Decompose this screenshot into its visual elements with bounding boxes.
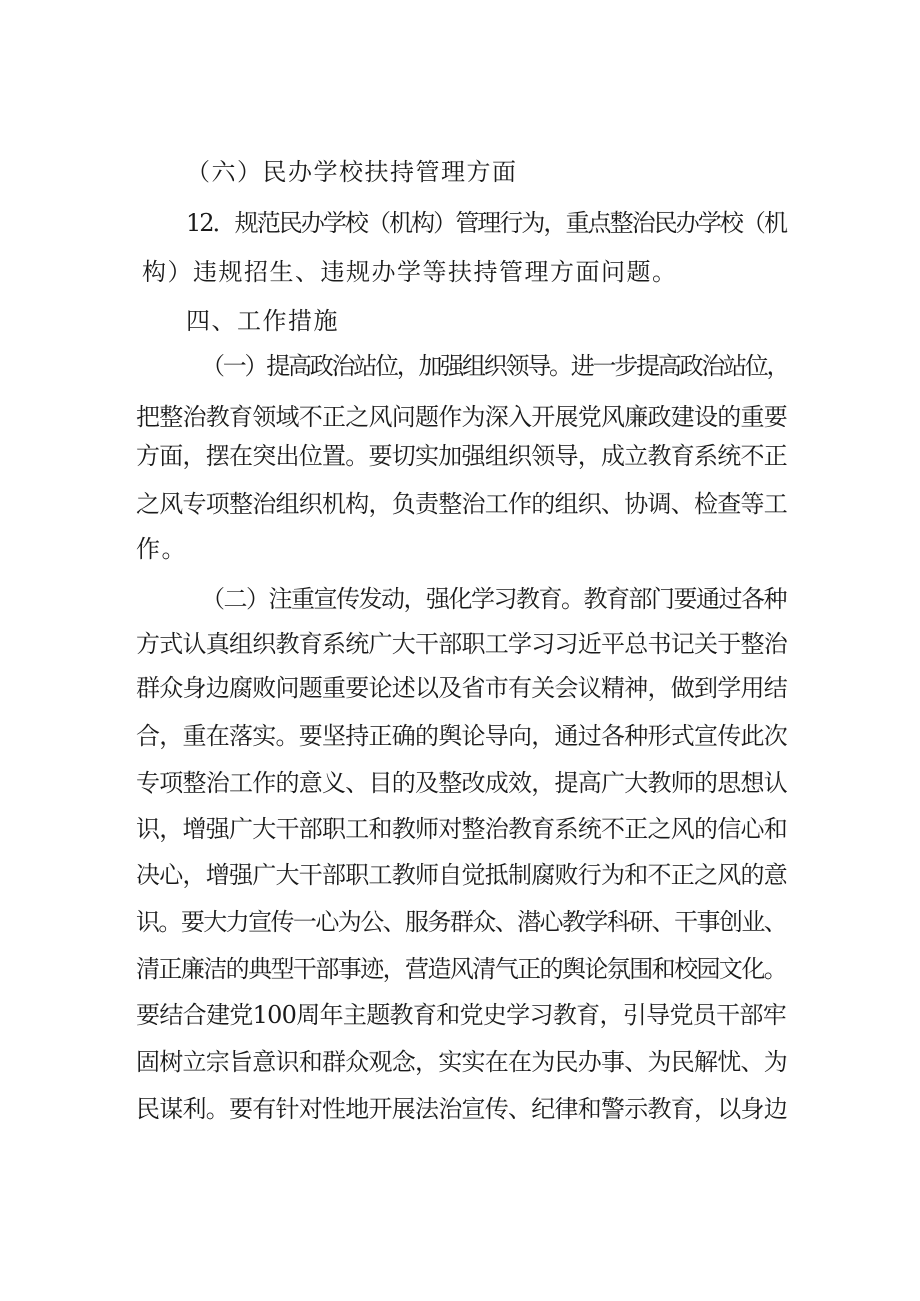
paragraph-line: 合，重在落实。要坚持正确的舆论导向，通过各种形式宣传此次	[136, 722, 787, 750]
paragraph-line: 民谋利。要有针对性地开展法治宣传、纪律和警示教育，以身边	[136, 1095, 787, 1123]
paragraph-line: 决心，增强广大干部职工教师自觉抵制腐败行为和不正之风的意	[136, 861, 787, 889]
paragraph-line: 之风专项整治组织机构，负责整治工作的组织、协调、检查等工	[136, 490, 787, 518]
paragraph-line: 清正廉洁的典型干部事迹，营造风清气正的舆论氛围和校园文化。	[136, 955, 786, 983]
paragraph-line: 固树立宗旨意识和群众观念，实实在在为民办事、为民解忧、为	[136, 1048, 787, 1076]
paragraph-line: 12．规范民办学校（机构）管理行为，重点整治民办学校（机	[186, 209, 786, 237]
paragraph-line: 方面，摆在突出位置。要切实加强组织领导，成立教育系统不正	[136, 442, 787, 470]
section-heading-private-schools: （六）民办学校扶持管理方面	[186, 158, 518, 186]
section-heading-work-measures: 四、工作措施	[186, 307, 339, 335]
paragraph-line: 群众身边腐败问题重要论述以及省市有关会议精神，做到学用结	[136, 674, 787, 702]
paragraph-line: 作。	[136, 535, 187, 563]
paragraph-line: 构）违规招生、违规办学等扶持管理方面问题。	[142, 258, 678, 286]
paragraph-line: 识。要大力宣传一心为公、服务群众、潜心教学科研、干事创业、	[136, 908, 786, 936]
paragraph-line: （一）提高政治站位，加强组织领导。进一步提高政治站位，	[201, 352, 789, 380]
paragraph-line: 识，增强广大干部职工和教师对整治教育系统不正之风的信心和	[136, 815, 787, 843]
paragraph-line: 专项整治工作的意义、目的及整改成效，提高广大教师的思想认	[136, 769, 787, 797]
paragraph-line: （二）注重宣传发动，强化学习教育。教育部门要通过各种	[201, 585, 786, 613]
paragraph-line: 方式认真组织教育系统广大干部职工学习习近平总书记关于整治	[136, 630, 787, 658]
paragraph-line: 把整治教育领域不正之风问题作为深入开展党风廉政建设的重要	[136, 403, 787, 431]
paragraph-line: 要结合建党100周年主题教育和党史学习教育，引导党员干部牢	[136, 1001, 786, 1029]
